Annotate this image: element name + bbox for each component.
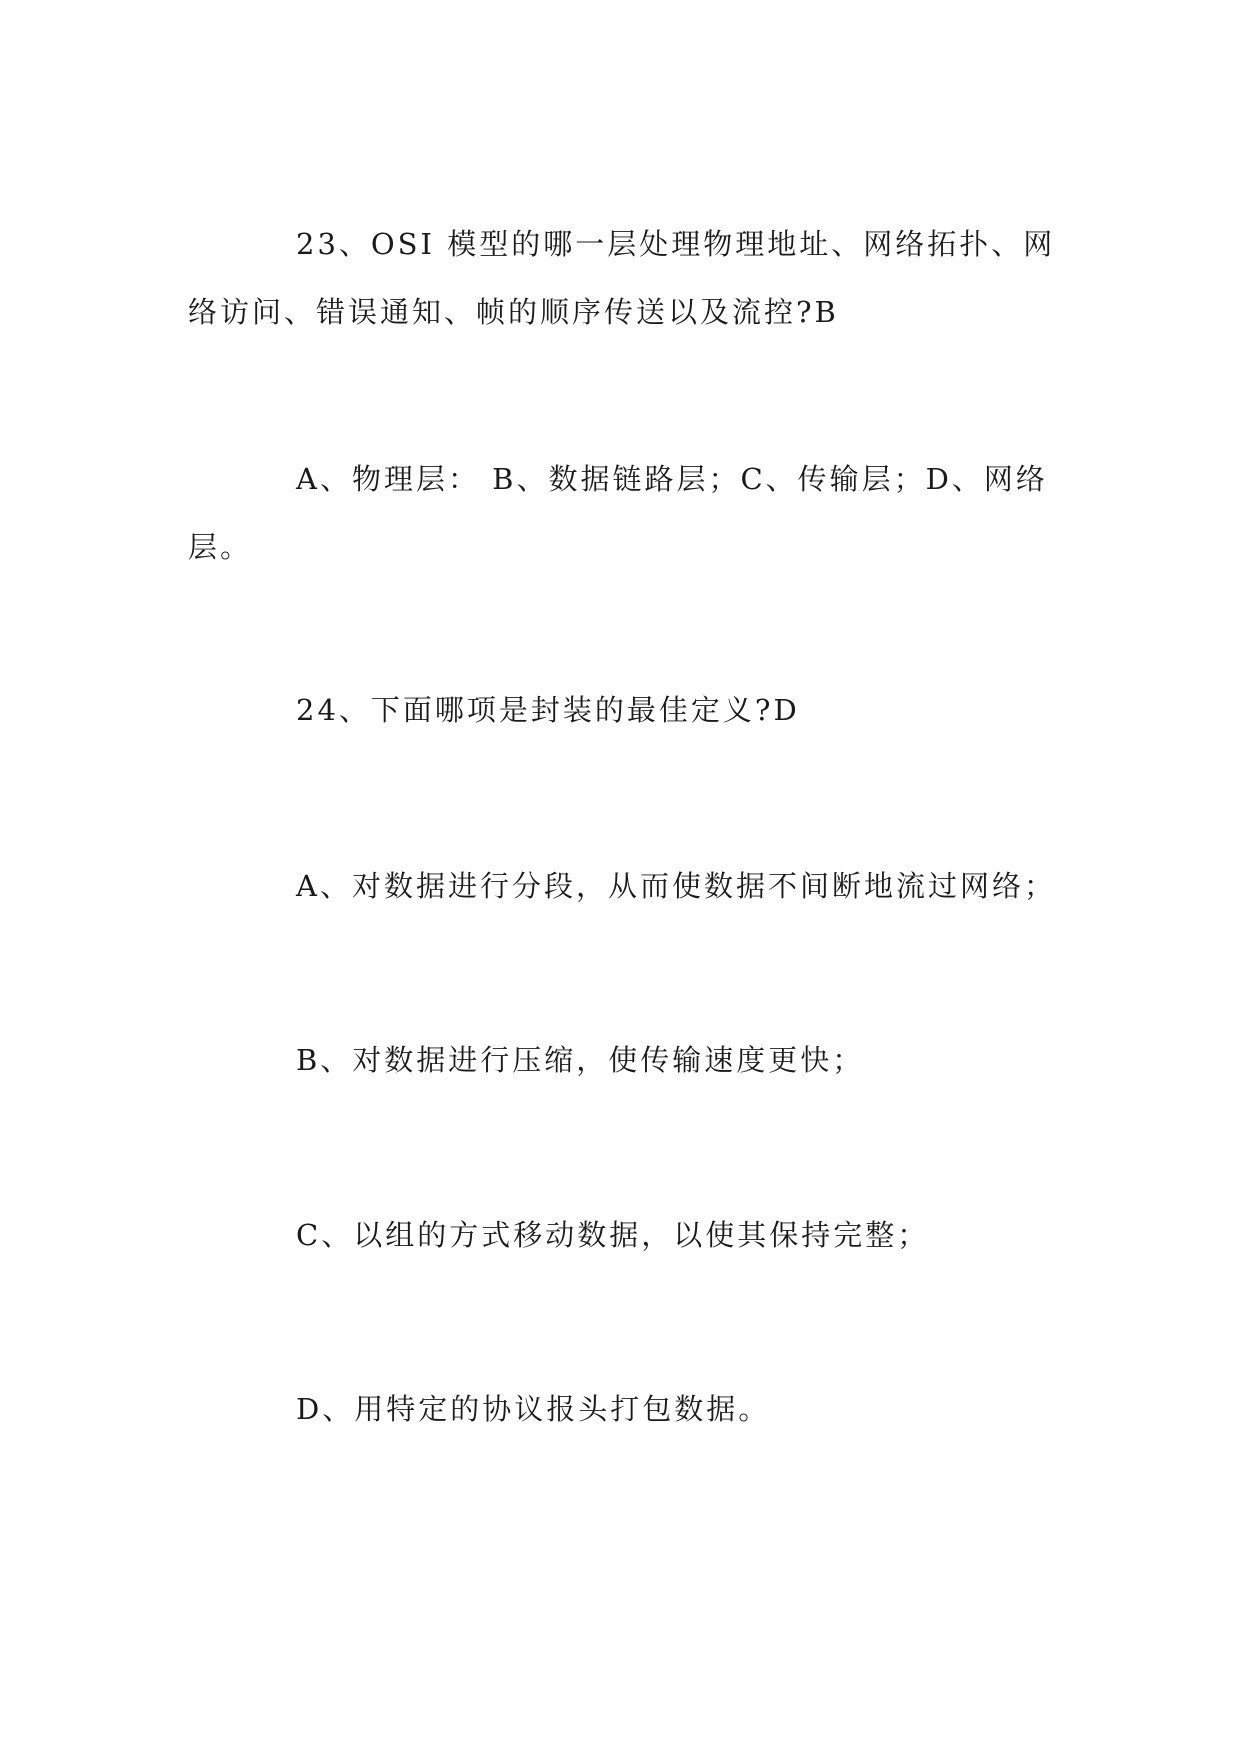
question-24-option-a: A、对数据进行分段，从而使数据不间断地流过网络； xyxy=(296,869,1056,903)
question-24-option-c: C、以组的方式移动数据，以使其保持完整； xyxy=(296,1218,930,1252)
question-23-stem: 23、OSI 模型的哪一层处理物理地址、网络拓扑、网络访问、错误通知、帧的顺序传送以及流控?B xyxy=(188,227,1056,329)
question-23-options: A、物理层： B、数据链路层；C、传输层；D、网络层。 xyxy=(188,462,1048,564)
question-24-option-b: B、对数据进行压缩，使传输速度更快； xyxy=(296,1043,865,1077)
question-24-stem: 24、下面哪项是封装的最佳定义?D xyxy=(296,693,800,727)
question-24-option-d: D、用特定的协议报头打包数据。 xyxy=(296,1392,771,1426)
